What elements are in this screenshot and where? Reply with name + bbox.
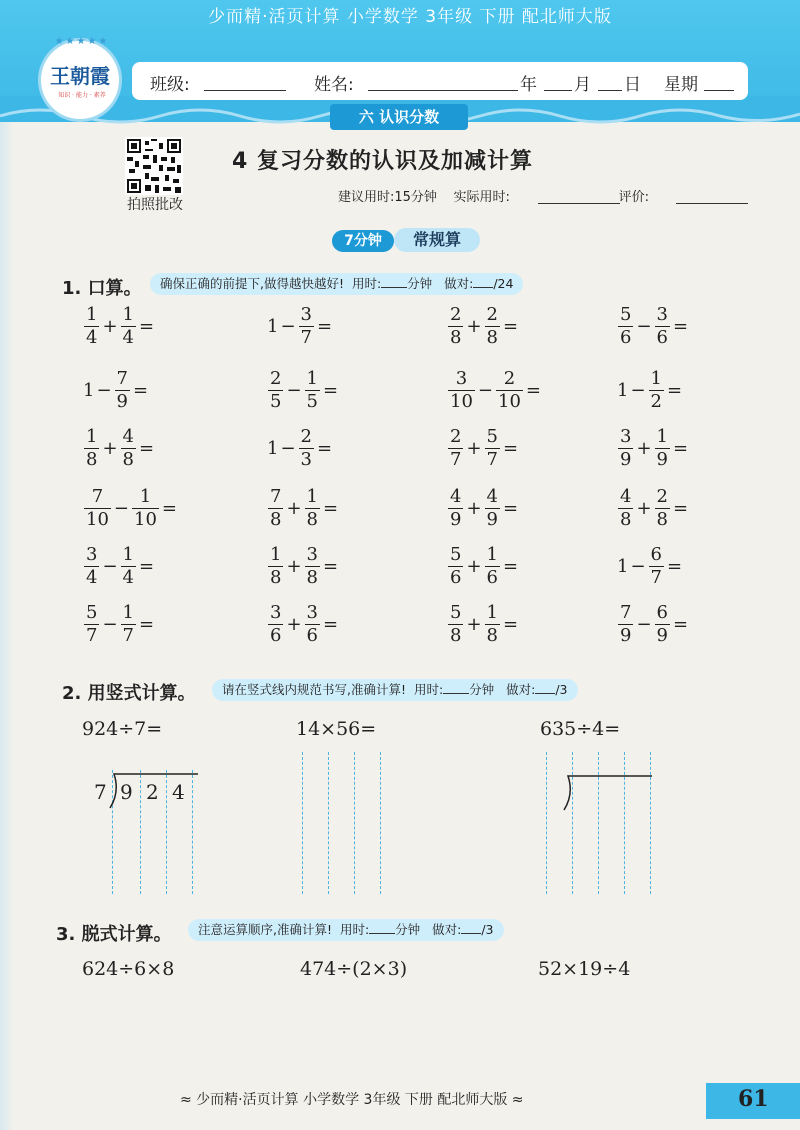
section1-time-field[interactable] [381,275,407,288]
section3-correct-label: 做对: [432,922,462,937]
operator: − [102,555,118,577]
fraction [618,304,633,349]
fraction [448,486,463,531]
operator: − [636,315,652,337]
numerator: 7 [620,602,632,623]
operator: = [139,613,155,635]
mental-math-problem [266,486,339,531]
denominator: 10 [498,391,521,412]
numerator: 2 [486,304,498,325]
operator: = [317,437,333,459]
year-field[interactable] [474,90,518,91]
section3-tip [188,919,504,941]
operator: + [466,555,482,577]
operator: = [673,497,689,519]
section1-time-unit: 分钟 [407,276,433,291]
numerator: 3 [620,426,632,447]
fraction [84,304,99,349]
denominator: 2 [650,391,662,412]
mental-math-problem [82,426,155,471]
denominator: 8 [656,509,668,530]
operator: − [280,437,296,459]
numerator: 5 [620,304,632,325]
operator: = [673,437,689,459]
section2-time-unit: 分钟 [469,682,495,697]
whole-number: 1 [267,437,279,459]
denominator: 8 [486,327,498,348]
numerator: 3 [656,304,668,325]
operator: + [286,497,302,519]
whole-number: 1 [617,379,629,401]
operator: + [286,613,302,635]
numerator: 3 [306,602,318,623]
fraction [84,602,99,647]
fraction [649,544,664,589]
mental-math-problem [446,486,519,531]
numerator: 3 [455,368,468,389]
operator: − [113,497,129,519]
weekday-field[interactable] [704,90,734,91]
denominator: 7 [486,449,498,470]
mental-math-problem [616,602,689,647]
whole-number: 1 [617,555,629,577]
denominator: 9 [486,509,498,530]
fraction [299,426,314,471]
denominator: 10 [134,509,157,530]
section1-tip-text: 确保正确的前提下,做得越快越好! [160,276,344,291]
denominator: 9 [620,449,632,470]
fraction [268,602,283,647]
fraction [485,544,500,589]
section2-time-label: 用时: [413,682,444,697]
logo-subtext: 知识 · 能力 · 素养 [58,92,106,99]
numerator: 3 [270,602,282,623]
actual-time-label: 实际用时: [453,190,510,205]
operator: = [673,315,689,337]
section2-title: 2. 用竖式计算。 [62,683,196,704]
year-label: 年 [520,75,537,95]
fraction [268,368,283,413]
numerator: 1 [650,368,662,389]
denominator: 7 [450,449,462,470]
fraction [121,304,136,349]
whole-number: 1 [267,315,279,337]
numerator: 1 [306,368,318,389]
section1-tip [150,273,523,295]
numerator: 5 [486,426,498,447]
section1-correct-label: 做对: [444,276,474,291]
mental-math-problem [446,368,542,413]
operator: = [525,379,541,401]
guide-line [302,752,303,894]
denominator: 8 [122,449,134,470]
numerator: 3 [86,544,98,565]
denominator: 6 [486,567,498,588]
numerator: 1 [86,426,98,447]
numerator: 6 [656,602,668,623]
month-label: 月 [574,75,591,95]
section1-total: /24 [493,276,514,291]
operator: = [323,555,339,577]
fraction [618,602,633,647]
denominator: 5 [270,391,282,412]
numerator: 5 [86,602,98,623]
numerator: 2 [503,368,516,389]
numerator: 1 [306,486,318,507]
numerator: 2 [300,426,312,447]
numerator: 2 [450,304,462,325]
numerator: 2 [270,368,282,389]
numerator: 4 [122,426,134,447]
mental-math-problem [446,304,519,349]
fraction [121,602,136,647]
operator: − [286,379,302,401]
denominator: 8 [450,327,462,348]
numerator: 1 [270,544,282,565]
fraction [121,426,136,471]
logo-stars-icon: ★★★★★ [54,36,110,47]
fraction [485,602,500,647]
mental-math-problem [82,368,149,413]
section1-time-label: 用时: [351,276,382,291]
denominator: 8 [270,567,282,588]
fraction [655,304,670,349]
operator: = [673,613,689,635]
fraction [132,486,159,531]
operator: − [102,613,118,635]
operator: + [102,315,118,337]
fraction [618,486,633,531]
section3-time-unit: 分钟 [395,922,421,937]
denominator: 9 [116,391,128,412]
section3-time-label: 用时: [339,922,370,937]
section2-tip-text: 请在竖式线内规范书写,准确计算! [222,682,406,697]
operator: = [133,379,149,401]
division-bracket-icon [562,774,654,814]
denominator: 8 [86,449,98,470]
day-field[interactable] [598,90,622,91]
operator: = [323,379,339,401]
section3-total: /3 [481,922,494,937]
denominator: 9 [620,625,632,646]
mental-math-problem [82,602,155,647]
numerator: 1 [122,304,134,325]
numerator: 1 [139,486,152,507]
fraction [448,544,463,589]
numerator: 1 [486,602,498,623]
fraction [485,426,500,471]
fraction [655,426,670,471]
operator: = [503,315,519,337]
class-label: 班级: [150,75,190,95]
denominator: 4 [86,327,98,348]
denominator: 4 [122,327,134,348]
operator: − [630,555,646,577]
denominator: 6 [620,327,632,348]
stepwise-problem: 52×19÷4 [538,958,631,980]
section2-correct-label: 做对: [506,682,536,697]
fraction [448,602,463,647]
operator: + [466,437,482,459]
student-info-bar [132,62,748,100]
denominator: 6 [450,567,462,588]
operator: = [323,497,339,519]
fraction [84,544,99,589]
denominator: 7 [300,327,312,348]
mental-math-problem [82,486,178,531]
class-field[interactable] [204,90,286,91]
fraction [305,486,320,531]
banner-label: 常规算 [394,228,480,252]
fraction [655,602,670,647]
operator: + [466,497,482,519]
fraction [115,368,130,413]
operator: + [466,315,482,337]
numerator: 4 [620,486,632,507]
operator: = [503,613,519,635]
numerator: 1 [122,544,134,565]
mental-math-problem [616,544,683,589]
mental-math-problem [266,544,339,589]
numerator: 3 [306,544,318,565]
mental-math-problem [446,602,519,647]
section2-correct-field[interactable] [535,681,555,694]
denominator: 8 [620,509,632,530]
rating-label: 评价: [618,190,650,205]
operator: = [139,437,155,459]
fraction [448,304,463,349]
section2-tip [212,679,578,701]
mental-math-problem [616,426,689,471]
operator: = [667,555,683,577]
operator: = [139,315,155,337]
operator: − [280,315,296,337]
mental-math-problem [446,426,519,471]
fraction [305,544,320,589]
numerator: 4 [450,486,462,507]
section3-tip-text: 注意运算顺序,准确计算! [198,922,332,937]
mental-math-problem [616,368,683,413]
numerator: 7 [116,368,128,389]
operator: + [286,555,302,577]
mental-math-problem [446,544,519,589]
denominator: 8 [450,625,462,646]
denominator: 4 [86,567,98,588]
fraction [84,426,99,471]
logo-text: 王朝霞 [50,64,110,88]
vertical-problem: 14×56= [296,718,377,740]
denominator: 6 [270,625,282,646]
numerator: 1 [486,544,498,565]
denominator: 9 [656,449,668,470]
section2-time-field[interactable] [443,681,469,694]
example-digit: 9 [120,780,133,804]
section3-correct-field[interactable] [461,921,481,934]
fraction [268,486,283,531]
numerator: 2 [450,426,462,447]
suggested-time: 建议用时:15分钟 [338,190,437,205]
section3-time-field[interactable] [369,921,395,934]
denominator: 8 [486,625,498,646]
numerator: 5 [450,602,462,623]
stepwise-problem: 624÷6×8 [82,958,175,980]
guide-line [546,752,547,894]
fraction [485,486,500,531]
operator: − [96,379,112,401]
section2-total: /3 [555,682,568,697]
denominator: 8 [306,509,318,530]
vertical-problem: 924÷7= [82,718,163,740]
denominator: 5 [306,391,318,412]
mental-math-problem [616,304,689,349]
vertical-problem: 635÷4= [540,718,621,740]
fraction [448,368,475,413]
operator: = [317,315,333,337]
denominator: 8 [270,509,282,530]
denominator: 9 [656,625,668,646]
numerator: 7 [270,486,282,507]
mental-math-problem [266,368,339,413]
unit-tab: 六 认识分数 [330,104,468,130]
denominator: 8 [306,567,318,588]
banner-minutes: 7分钟 [332,230,394,252]
fraction [305,602,320,647]
lesson-title: 4 复习分数的认识及加减计算 [232,149,533,174]
example-digit: 4 [172,780,185,804]
numerator: 3 [300,304,312,325]
operator: − [636,613,652,635]
denominator: 9 [450,509,462,530]
mental-math-problem [266,426,333,471]
operator: + [466,613,482,635]
series-title: 少而精·活页计算 小学数学 3年级 下册 配北师大版 [208,7,612,27]
denominator: 4 [122,567,134,588]
denominator: 10 [86,509,109,530]
numerator: 1 [86,304,98,325]
numerator: 4 [486,486,498,507]
qr-code-icon[interactable] [125,137,183,195]
footer-text: ≈ 少而精·活页计算 小学数学 3年级 下册 配北师大版 ≈ [180,1092,524,1108]
rating-field[interactable] [676,203,748,204]
guide-line [354,752,355,894]
denominator: 6 [306,625,318,646]
fraction [268,544,283,589]
numerator: 5 [450,544,462,565]
fraction [121,544,136,589]
operator: − [630,379,646,401]
section1-title: 1. 口算。 [62,278,142,299]
mental-math-problem [82,304,155,349]
guide-line [380,752,381,894]
section1-correct-field[interactable] [473,275,493,288]
fraction [305,368,320,413]
qr-label: 拍照批改 [127,197,183,213]
section3-title: 3. 脱式计算。 [56,924,172,945]
fraction [655,486,670,531]
fraction [299,304,314,349]
numerator: 2 [656,486,668,507]
operator: = [323,613,339,635]
fraction [485,304,500,349]
mental-math-problem [616,486,689,531]
fraction [84,486,111,531]
operator: = [503,497,519,519]
operator: = [503,437,519,459]
denominator: 6 [656,327,668,348]
operator: = [667,379,683,401]
weekday-label: 星期 [664,75,698,95]
page-number: 61 [738,1086,769,1112]
mental-math-problem [82,544,155,589]
example-digit: 2 [146,780,159,804]
operator: + [636,497,652,519]
numerator: 1 [122,602,134,623]
whole-number: 1 [83,379,95,401]
operator: = [161,497,177,519]
day-label: 日 [624,75,641,95]
fraction [618,426,633,471]
operator: − [477,379,493,401]
stepwise-problem: 474÷(2×3) [300,958,408,980]
operator: + [636,437,652,459]
name-label: 姓名: [314,75,354,95]
example-divisor: 7 [94,780,107,804]
operator: + [102,437,118,459]
denominator: 7 [650,567,662,588]
denominator: 7 [122,625,134,646]
fraction [649,368,664,413]
fraction [448,426,463,471]
operator: = [139,555,155,577]
denominator: 7 [86,625,98,646]
numerator: 1 [656,426,668,447]
operator: = [503,555,519,577]
page-edge [0,122,14,1130]
month-field[interactable] [544,90,572,91]
mental-math-problem [266,602,339,647]
fraction [496,368,523,413]
numerator: 6 [650,544,662,565]
actual-time-field[interactable] [538,203,620,204]
numerator: 7 [91,486,104,507]
denominator: 10 [450,391,473,412]
guide-line [328,752,329,894]
denominator: 3 [300,449,312,470]
mental-math-problem [266,304,333,349]
